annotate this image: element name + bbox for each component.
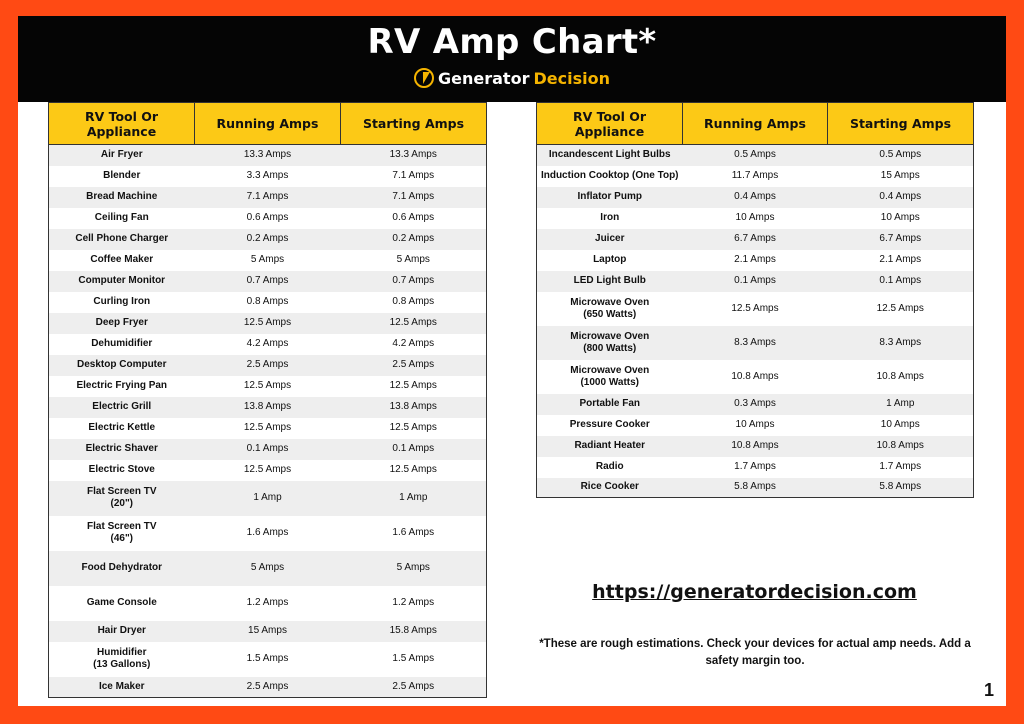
table-row [49,250,487,271]
running-amps: 0.7 Amps [195,271,341,292]
table-row [49,229,487,250]
appliance-name: Bread Machine [49,187,195,208]
starting-amps: 0.2 Amps [341,229,487,250]
table-row [537,394,974,415]
running-amps: 2.1 Amps [734,254,776,265]
brand-logo [18,68,1006,88]
table-row [537,326,974,360]
table-row [537,208,974,229]
table-row [49,418,487,439]
column-header-appliance: RV Tool Or Appliance [537,103,683,145]
table-row [49,187,487,208]
running-amps: 2.5 Amps [195,677,341,698]
table-row [49,586,487,621]
table-row [537,166,974,187]
table-row [537,229,974,250]
running-amps: 0.6 Amps [246,212,289,223]
table-header-row [537,103,974,145]
table-header-row [49,103,487,145]
running-amps: 0.4 Amps [683,187,828,208]
appliance-name: Electric Kettle [88,422,156,433]
running-amps: 12.5 Amps [243,422,292,433]
table-row [537,457,974,478]
running-amps: 0.8 Amps [246,296,289,307]
appliance-name: Flat Screen TV (20") [49,481,195,516]
appliance-name: Microwave Oven (1000 Watts) [570,364,650,388]
appliance-name: Ice Maker [49,677,195,698]
table-row [537,360,974,394]
table-row [49,551,487,586]
running-amps: 13.3 Amps [195,145,341,166]
running-amps: 7.1 Amps [195,187,341,208]
appliance-name: Curling Iron [93,296,151,307]
running-amps: 12.5 Amps [243,464,292,475]
appliance-name: Pressure Cooker [569,419,650,430]
appliance-name: Electric Frying Pan [76,380,168,391]
table-row [49,397,487,418]
table-row [537,250,974,271]
starting-amps: 6.7 Amps [828,229,974,250]
starting-amps: 13.3 Amps [341,145,487,166]
starting-amps: 5 Amps [396,254,430,265]
appliance-name: Induction Cooktop (One Top) [540,170,679,181]
appliance-name: Ceiling Fan [94,212,149,223]
starting-amps: 1 Amp [828,394,974,415]
table-row [49,271,487,292]
running-amps: 1.6 Amps [246,527,289,538]
table-row [49,334,487,355]
running-amps: 10 Amps [735,419,775,430]
appliance-name: LED Light Bulb [537,271,683,292]
running-amps: 5 Amps [195,551,341,586]
table-row [537,292,974,326]
table-row [49,376,487,397]
table-row [49,355,487,376]
table-row [49,677,487,698]
starting-amps: 5.8 Amps [828,478,974,498]
appliance-name: Game Console [86,597,157,608]
table-row [49,642,487,677]
starting-amps: 2.5 Amps [341,355,487,376]
table-row [537,415,974,436]
appliance-name: Dehumidifier [91,338,153,349]
table-row [49,460,487,481]
appliance-name: Microwave Oven (650 Watts) [570,296,650,320]
table-row [49,481,487,516]
starting-amps: 0.6 Amps [392,212,435,223]
running-amps: 11.7 Amps [731,170,779,181]
starting-amps: 5 Amps [341,551,487,586]
amp-table-left [48,102,487,698]
appliance-name: Portable Fan [537,394,683,415]
starting-amps: 1.2 Amps [392,597,435,608]
running-amps: 15 Amps [195,621,341,642]
starting-amps: 7.1 Amps [341,187,487,208]
starting-amps: 2.5 Amps [341,677,487,698]
appliance-name: Air Fryer [49,145,195,166]
table-row [537,478,974,498]
starting-amps: 1.5 Amps [392,653,435,664]
table-row [49,621,487,642]
brand-name-part2: Decision [533,68,610,88]
appliance-name: Microwave Oven (800 Watts) [537,326,683,360]
column-header-starting: Starting Amps [341,103,487,145]
table-row [49,439,487,460]
running-amps: 5.8 Amps [683,478,828,498]
appliance-name: Radiant Heater [537,436,683,457]
running-amps: 3.3 Amps [246,170,289,181]
running-amps: 10 Amps [735,212,775,223]
column-header-running: Running Amps [683,103,828,145]
amp-table-right [536,102,974,498]
brand-name-part1: Generator [438,68,530,88]
starting-amps: 0.1 Amps [828,271,974,292]
running-amps: 1.7 Amps [734,461,776,472]
running-amps: 1 Amp [195,481,341,516]
column-header-appliance: RV Tool Or Appliance [49,103,195,145]
running-amps: 1.2 Amps [246,597,289,608]
running-amps: 12.5 Amps [195,313,341,334]
appliance-name: Electric Shaver [49,439,195,460]
running-amps: 12.5 Amps [243,380,292,391]
appliance-name: Incandescent Light Bulbs [537,145,683,166]
table-row [49,145,487,166]
running-amps: 0.1 Amps [195,439,341,460]
running-amps: 0.1 Amps [683,271,828,292]
starting-amps: 1.6 Amps [392,527,435,538]
starting-amps: 10.8 Amps [876,370,924,382]
starting-amps: 1.7 Amps [879,461,922,472]
appliance-name: Humidifier (13 Gallons) [93,647,151,670]
starting-amps: 12.5 Amps [389,380,437,391]
appliance-name: Laptop [593,254,627,265]
starting-amps: 13.8 Amps [341,397,487,418]
running-amps: 0.3 Amps [683,394,828,415]
starting-amps: 12.5 Amps [389,464,437,475]
running-amps: 5 Amps [250,254,285,265]
starting-amps: 10 Amps [880,419,920,430]
starting-amps: 1 Amp [341,481,487,516]
appliance-name: Inflator Pump [537,187,683,208]
table-row [49,313,487,334]
appliance-name: Coffee Maker [90,254,154,265]
starting-amps: 8.3 Amps [828,326,974,360]
starting-amps: 12.5 Amps [876,302,924,314]
appliance-name: Juicer [537,229,683,250]
running-amps: 13.8 Amps [195,397,341,418]
running-amps: 12.5 Amps [731,302,779,314]
starting-amps: 2.1 Amps [879,254,922,265]
table-row [49,516,487,551]
running-amps: 1.5 Amps [246,653,289,664]
appliance-name: Desktop Computer [49,355,195,376]
starting-amps: 0.7 Amps [341,271,487,292]
starting-amps: 15 Amps [880,170,920,181]
appliance-name: Food Dehydrator [49,551,195,586]
appliance-name: Iron [600,212,620,223]
starting-amps: 7.1 Amps [392,170,435,181]
appliance-name: Rice Cooker [537,478,683,498]
appliance-name: Blender [103,170,141,181]
running-amps: 6.7 Amps [683,229,828,250]
starting-amps: 4.2 Amps [392,338,435,349]
appliance-name: Deep Fryer [49,313,195,334]
table-row [49,208,487,229]
starting-amps: 0.1 Amps [341,439,487,460]
page-number: 1 [983,680,994,700]
appliance-name: Electric Grill [49,397,195,418]
starting-amps: 0.5 Amps [828,145,974,166]
header-banner [18,16,1006,102]
page-title: RV Amp Chart* [367,22,657,62]
appliance-name: Cell Phone Charger [49,229,195,250]
column-header-starting: Starting Amps [828,103,974,145]
table-row [537,187,974,208]
running-amps: 0.5 Amps [683,145,828,166]
starting-amps: 10.8 Amps [828,436,974,457]
starting-amps: 0.4 Amps [828,187,974,208]
table-row [537,145,974,166]
starting-amps: 15.8 Amps [341,621,487,642]
running-amps: 0.2 Amps [195,229,341,250]
appliance-name: Radio [595,461,624,472]
running-amps: 2.5 Amps [195,355,341,376]
page [18,16,1006,706]
running-amps: 10.8 Amps [731,370,779,382]
starting-amps: 0.8 Amps [392,296,435,307]
table-row [537,436,974,457]
table-row [537,271,974,292]
table-row [49,166,487,187]
appliance-name: Hair Dryer [49,621,195,642]
lightning-bolt-icon [414,68,434,88]
running-amps: 10.8 Amps [683,436,828,457]
appliance-name: Electric Stove [88,464,155,475]
website-link[interactable]: https://generatordecision.com [592,581,917,603]
starting-amps: 12.5 Amps [341,313,487,334]
running-amps: 4.2 Amps [246,338,289,349]
appliance-name: Flat Screen TV (46") [87,521,157,544]
disclaimer-note: *These are rough estimations. Check your devices for actual amp needs. Add a safety margin too. [539,638,971,667]
column-header-running: Running Amps [195,103,341,145]
starting-amps: 10 Amps [880,212,920,223]
appliance-name: Computer Monitor [49,271,195,292]
starting-amps: 12.5 Amps [389,422,437,433]
table-row [49,292,487,313]
running-amps: 8.3 Amps [683,326,828,360]
